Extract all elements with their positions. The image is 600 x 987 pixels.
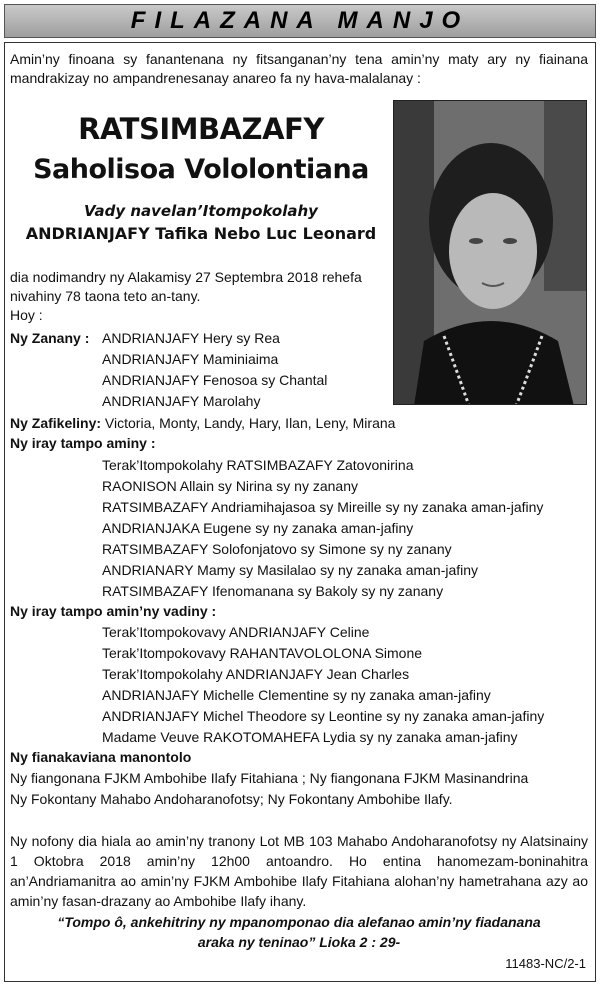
extended-family-label: Ny fianakaviana manontolo [10, 749, 192, 765]
sibling-item: RATSIMBAZAFY Ifenomanana sy Bakoly sy ny zanany [102, 583, 444, 599]
sibling-item: RATSIMBAZAFY Andriamihajasoa sy Mireille sy ny zanaka aman-jafiny [102, 499, 544, 515]
death-notice-line2: nivahiny 78 taona teto an-tany. [10, 288, 201, 304]
header-banner [4, 4, 596, 38]
intro-text: Amin’ny finoana sy fanantenana ny fitsanganan’ny tena amin’ny maty ary ny fiainana mandrakizay no ampandrenesanay anareo fa ny hava-malalanay : [10, 51, 588, 86]
child-item: ANDRIANJAFY Fenosoa sy Chantal [102, 372, 328, 388]
extended-family-line2: Ny Fokontany Mahabo Andoharanofotsy; Ny Fokontany Ambohibe Ilafy. [10, 791, 453, 807]
funeral-info: Ny nofony dia hiala ao amin’ny tranony Lot MB 103 Mahabo Andoharanofotsy ny Alatsinainy 1 Oktobra 2018 amin’ny 12h00 antoandro. Ho entina hanomezam-boninahitra an’Andriamanitra ao amin’ny FJKM Ambohibe Ilafy Fitahiana alohan’ny hametrahana azy ao amin’ny fasan-drazany ao Ambohibe Ilafy ihany. [10, 833, 588, 909]
siblings-label: Ny iray tampo aminy : [10, 435, 156, 451]
portrait-icon [394, 101, 587, 405]
sibling-item: Terak’Itompokolahy RATSIMBAZAFY Zatovonirina [102, 457, 414, 473]
spouse-sibling-item: ANDRIANJAFY Michelle Clementine sy ny zanaka aman-jafiny [102, 687, 491, 703]
sibling-item: RAONISON Allain sy Nirina sy ny zanany [102, 478, 358, 494]
spouse-label: Vady navelan’Itompokolahy [84, 202, 318, 220]
reference-code: 11483-NC/2-1 [505, 956, 586, 971]
spouse-sibling-item: Terak’Itompokovavy ANDRIANJAFY Celine [102, 624, 370, 640]
quote-line1: “Tompo ô, ankehitriny ny mpanomponao dia alefanao amin’ny fiadanana [57, 914, 541, 930]
child-item: ANDRIANJAFY Marolahy [102, 393, 261, 409]
sibling-item: ANDRIANJAKA Eugene sy ny zanaka aman-jafiny [102, 520, 414, 536]
death-notice-line1: dia nodimandry ny Alakamisy 27 Septembra 2018 rehefa [10, 269, 362, 285]
children-label: Ny Zanany : [10, 330, 90, 346]
grandchildren-value: Victoria, Monty, Landy, Hary, Ilan, Leny, Mirana [101, 415, 396, 431]
grandchildren-line [10, 414, 395, 433]
header-title: FILAZANA MANJO [130, 7, 470, 34]
spouse-sibling-item: Terak’Itompokovavy RAHANTAVOLOLONA Simone [102, 645, 423, 661]
deceased-given-names: Saholisoa Vololontiana [33, 154, 369, 185]
death-notice-line3: Hoy : [10, 307, 43, 323]
spouse-name: ANDRIANJAFY Tafika Nebo Luc Leonard [25, 224, 377, 243]
grandchildren-label: Ny Zafikeliny: [10, 415, 102, 431]
child-item: ANDRIANJAFY Hery sy Rea [102, 330, 280, 346]
spouse-sibling-item: Madame Veuve RAKOTOMAHEFA Lydia sy ny zanaka aman-jafiny [102, 729, 518, 745]
child-item: ANDRIANJAFY Maminiaima [102, 351, 279, 367]
spouse-sibling-item: ANDRIANJAFY Michel Theodore sy Leontine sy ny zanaka aman-jafiny [102, 708, 545, 724]
spouse-sibling-item: Terak’Itompokolahy ANDRIANJAFY Jean Charles [102, 666, 410, 682]
portrait-photo [393, 100, 587, 405]
quote-line2: araka ny teninao” Lioka 2 : 29- [197, 934, 401, 950]
deceased-surname: RATSIMBAZAFY [78, 112, 324, 146]
extended-family-line1: Ny fiangonana FJKM Ambohibe Ilafy Fitahiana ; Ny fiangonana FJKM Masinandrina [10, 770, 529, 786]
spouse-siblings-label: Ny iray tampo amin’ny vadiny : [10, 603, 217, 619]
sibling-item: RATSIMBAZAFY Solofonjatovo sy Simone sy ny zanany [102, 541, 452, 557]
sibling-item: ANDRIANARY Mamy sy Masilalao sy ny zanaka aman-jafiny [102, 562, 479, 578]
